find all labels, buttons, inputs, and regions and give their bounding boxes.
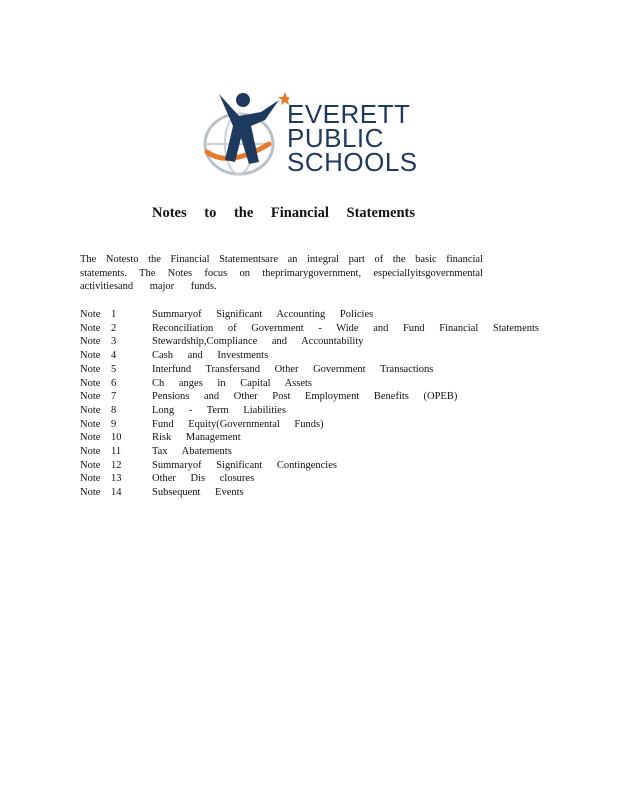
list-item [80, 308, 539, 322]
note-number: Note 9 [80, 418, 117, 430]
list-item [80, 377, 539, 391]
list-item [80, 349, 539, 363]
note-title: Ch anges in Capital Assets [152, 377, 312, 389]
note-number: Note 3 [80, 336, 117, 348]
district-logo [199, 86, 421, 178]
logo-line-public: PUBLIC [287, 123, 384, 153]
note-title: Pensions and Other Post Employment Benefits (OPEB) [152, 391, 458, 403]
logo-line-schools: SCHOOLS [287, 147, 418, 177]
list-item [80, 390, 539, 404]
list-item [80, 445, 539, 459]
list-item [80, 431, 539, 445]
list-item [80, 486, 539, 500]
list-item [80, 363, 539, 377]
note-number: Note 8 [80, 404, 117, 416]
page-title: Notes to the Financial Statements [152, 205, 416, 221]
note-number: Note 10 [80, 432, 122, 444]
list-item [80, 459, 539, 473]
intro-line: statements. The Notes focus on theprimarygovernment, especiallyitsgovernmental [80, 267, 483, 279]
note-number: Note 13 [80, 473, 122, 485]
note-title: Cash and Investments [152, 350, 269, 362]
note-title: Tax Abatements [152, 446, 232, 458]
note-title: Reconciliation of Government - Wide and Fund Financial Statements [152, 322, 539, 334]
intro-paragraph [80, 253, 483, 294]
notes-list [80, 308, 539, 500]
logo-line-everett: EVERETT [287, 99, 411, 129]
note-number: Note 2 [80, 322, 117, 334]
globe-person-icon [199, 86, 289, 178]
note-title: Risk Management [152, 432, 241, 444]
list-item [80, 418, 539, 432]
note-number: Note 12 [80, 459, 122, 471]
note-title: Subsequent Events [152, 487, 244, 499]
intro-line: activitiesand major funds. [80, 281, 217, 293]
note-title: Long - Term Liabilities [152, 404, 286, 416]
list-item [80, 404, 539, 418]
note-number: Note 4 [80, 350, 117, 362]
intro-line: The Notesto the Financial Statementsare an integral part of the basic financial [80, 254, 483, 265]
note-number: Note 11 [80, 446, 122, 458]
note-title: Summaryof Significant Accounting Policies [152, 309, 374, 320]
list-item [80, 335, 539, 349]
note-title: Other Dis closures [152, 473, 255, 485]
note-title: Stewardship,Compliance and Accountability [152, 336, 364, 348]
note-number: Note 6 [80, 377, 117, 389]
note-title: Fund Equity(Governmental Funds) [152, 418, 324, 430]
note-title: Summaryof Significant Contingencies [152, 459, 337, 471]
note-number: Note 5 [80, 363, 117, 375]
list-item [80, 472, 539, 486]
note-number: Note 1 [80, 309, 117, 320]
list-item [80, 322, 539, 336]
note-number: Note 7 [80, 391, 117, 403]
note-title: Interfund Transfersand Other Government Transactions [152, 363, 434, 375]
note-number: Note 14 [80, 487, 122, 499]
